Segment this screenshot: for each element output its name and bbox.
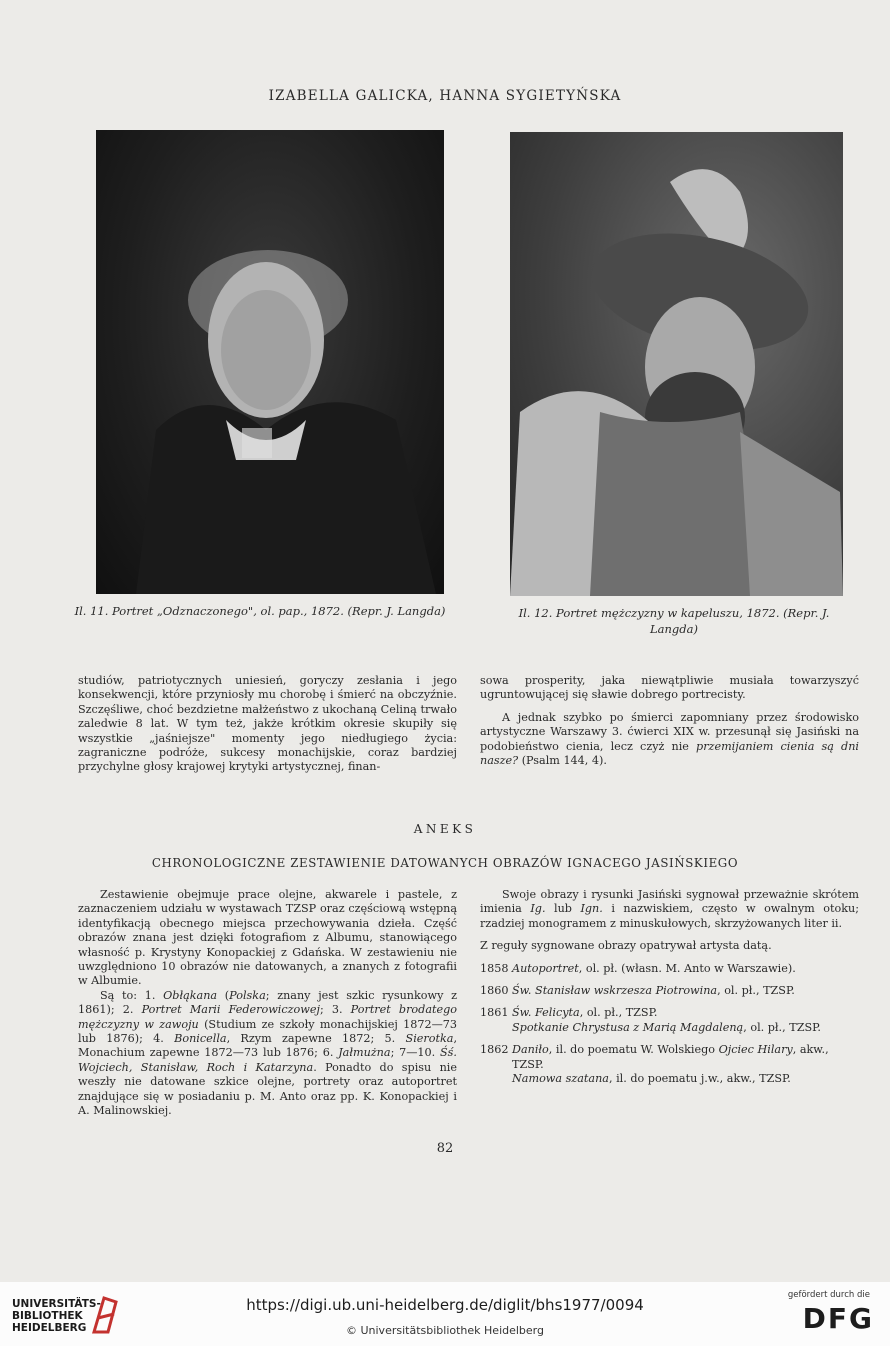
text-run: i nazwiskiem, często w owalnym otoku; rzadziej monogramem z minuskułowych, skrzyżowanych liter ii. [480,902,859,930]
work-title: Portret brodatego mężczyzny w zawoju [78,1003,457,1031]
catalog-entry [480,1043,859,1072]
text-run: ( [217,988,230,1002]
logo-line: BIBLIOTHEK [12,1310,83,1322]
text-run: . Ponadto do spisu nie weszły nie datowane szkice olejne, portrety oraz autoportret znajdujące się w posiadaniu p. M. Anto oraz pp. K. Konopackiej i A. Malinowskiej. [78,1060,458,1118]
text-run: , Rzym zapewne 1872; 5. [226,1032,406,1046]
work-title: Św. Stanisław wskrzesza Piotrowina [512,984,718,998]
work-title: Sierotka [405,1032,454,1046]
work-title: Autoportret [512,961,579,975]
text-run: ; 7—10. [390,1046,441,1060]
dating-paragraph: Z reguły sygnowane obrazy opatrywał artysta datą. [480,939,772,953]
aneks-intro-paragraph: Zestawienie obejmuje prace olejne, akwarele i pastele, z zaznaczeniem udziału w wystawach TZSP oraz częściową wstępną identyfikacją obecnego miejsca przechowywania dzieła. Część obrazów znana jest dzięki fotografiom z Albumu, stanowiącego własność p. Krystyny Konopackiej z Gdańska. W zestawieniu nie uwzględniono 10 obrazów nie datowanych, a znanych z fotografii w Albumie. [78,888,457,988]
text-run: , ol. pł. (własn. M. Anto w Warszawie). [578,961,796,975]
figure-caption-11: Il. 11. Portret „Odznaczonego", ol. pap., 1872. (Repr. J. Langda) [74,604,446,618]
funding-label: gefördert durch die [787,1290,870,1300]
viewer-footer [0,1282,890,1346]
work-title: Jałmużna [338,1046,391,1060]
work-title: Św. Felicyta [512,1006,580,1020]
body-paragraph: studiów, patriotycznych uniesień, goryczy zesłania i jego konsekwencji, które przyniosły mu chorobę i śmierć na obczyźnie. Szczęśliwe, choć bezdzietne małżeństwo z ukochaną Celiną trwało zaledwie 8 lat. W tym też, jakże krótkim okresie skupiły się wszystkie „jaśniejsze" momenty jego niedługiego życia: zagraniczne podróże, sukcesy monachijskie, coraz bardziej przychylne głosy krajowej krytyki artystycznej, finan- [78,674,457,774]
logo-line: UNIVERSITÄTS- [12,1298,101,1310]
text-run: Swoje obrazy i rysunki Jasiński sygnował przeważnie skrótem imienia [480,888,859,916]
text-run: Są to: 1. [100,988,164,1002]
body-paragraph: sowa prosperity, jaka niewątpliwie musiała towarzyszyć ugruntowującej się sławie dobrego portrecisty. [480,674,859,702]
text-run: A jednak szybko po śmierci zapomniany przez środowisko artystyczne Warszawy 3. ćwierci XIX w. przesunął się Jasiński na podobieństwo cienia, lecz czyż nie [480,710,859,753]
text-run: , ol. pł., TZSP. [579,1006,658,1020]
signature-paragraph [480,888,859,931]
text-run: , il. do poematu j.w., akw., TZSP. [608,1072,791,1086]
aneks-title: CHRONOLOGICZNE ZESTAWIENIE DATOWANYCH OBRAZÓW IGNACEGO JASIŃSKIEGO [151,856,739,870]
work-title: Spotkanie Chrystusa z Marią Magdaleną [512,1020,744,1034]
work-title: Bonicella [174,1032,227,1046]
page-number: 82 [436,1141,454,1156]
aneks-column-left [78,888,457,1119]
text-run: , akw., TZSP. [512,1043,829,1071]
text-run: , ol. pł., TZSP. [717,984,795,998]
entry-year: 1861 [480,1006,509,1020]
text-run: , ol. pł., TZSP. [743,1020,821,1034]
text-run: (Psalm 144, 4). [518,754,607,768]
portrait-photo-man-in-hat [510,132,843,596]
logo-line: HEIDELBERG [12,1322,87,1334]
figure-caption-12: Il. 12. Portret mężczyzny w kapeluszu, 1872. (Repr. J. Langda) [518,606,830,636]
portrait-man-in-hat-drawing [510,132,843,596]
work-title: Obłąkana [163,988,218,1002]
entry-year: 1862 [480,1043,509,1057]
text-run: ; znany jest szkic rysunkowy z 1861); 2. [78,988,458,1017]
copyright-notice: © Universitätsbibliothek Heidelberg [345,1324,544,1337]
catalog-entry [480,962,859,976]
body-paragraph [480,711,859,769]
signature-abbrev: Ig. [530,902,546,916]
work-title: Daniło [512,1043,549,1057]
body-column-left [78,674,457,775]
aneks-list-paragraph [78,989,457,1119]
work-location: Polska [229,988,266,1002]
portrait-photo-old-man [96,130,444,594]
body-column-right [480,674,859,768]
aneks-column-right [480,888,859,1086]
text-run: (Studium ze szkoły monachijskiej 1872—73 lub 1876); 4. [78,1017,457,1046]
entry-year: 1858 [480,961,509,975]
catalog-entry [480,984,859,998]
work-title: Namowa szatana [512,1072,609,1086]
dfg-logo[interactable]: DFG [802,1302,874,1335]
work-title: Śś. Wojciech, Stanisław, Roch i Katarzyna [78,1046,457,1074]
catalog-entry [480,1072,859,1086]
work-title: Portret Marii Federowiczowej [141,1003,320,1017]
signature-abbrev: Ign. [580,902,603,916]
entry-year: 1860 [480,984,509,998]
italic-quote: przemijaniem cienia są dni nasze? [480,739,859,768]
catalog-entry [480,1006,859,1020]
running-head: IZABELLA GALICKA, HANNA SYGIETYŃSKA [268,88,622,104]
portrait-old-man-drawing [96,130,444,594]
aneks-heading: ANEKS [413,822,477,836]
text-run: , il. do poematu W. Wolskiego [548,1043,719,1057]
text-run: ; 3. [319,1003,351,1017]
text-run: , Monachium zapewne 1872—73 lub 1876; 6. [78,1032,457,1060]
permalink-url[interactable]: https://digi.ub.uni-heidelberg.de/diglit/bhs1977/0094 [246,1296,644,1314]
text-run: lub [545,902,581,916]
catalog-entry [480,1021,859,1035]
work-title: Ojciec Hilary [718,1043,793,1057]
